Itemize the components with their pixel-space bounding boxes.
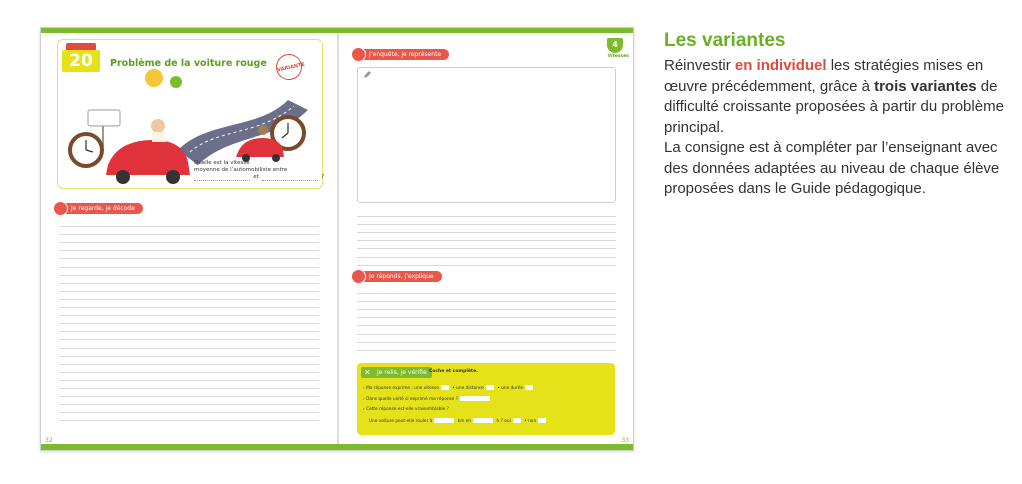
hours-field[interactable] xyxy=(473,418,493,423)
left-page xyxy=(41,33,337,446)
section-je-reponds xyxy=(353,271,442,282)
chapter-chip: 4 xyxy=(607,38,623,53)
speech-icon xyxy=(351,269,366,284)
verification-instruction: Coche et complète. xyxy=(429,369,478,374)
distance-field[interactable] xyxy=(434,418,454,423)
unit-field[interactable] xyxy=(460,396,490,401)
question-mark: ? xyxy=(321,174,324,180)
blank-2[interactable] xyxy=(262,176,318,181)
section-j-enquete-label: J’enquête, je représente xyxy=(369,51,442,58)
check-row-1: › Ma réponse exprime : une vitesse • une distance • une durée xyxy=(363,385,535,392)
variante-stamp: VARIANTE xyxy=(274,52,305,83)
section-je-reponds-label: Je réponds, j’explique xyxy=(369,273,434,280)
section-j-enquete xyxy=(353,49,449,60)
checkbox-vitesse[interactable] xyxy=(441,385,449,390)
check-row-2: › Dans quelle unité si exprimé ma réponse ? xyxy=(363,396,492,403)
page-number-right: 33 xyxy=(621,437,629,444)
check-row-4: Une voiture peut-elle rouler à km en h ? oui • non xyxy=(369,418,548,425)
magnifier-icon xyxy=(351,47,366,62)
explanation-paragraph-1: Réinvestir en individuel les stratégies mises en œuvre précédemment, grâce à trois variantes de difficulté croissante proposées à partir du problème principal. xyxy=(664,57,1004,136)
writing-lines-right-top[interactable] xyxy=(357,209,616,266)
writing-lines-right-bottom[interactable] xyxy=(357,286,616,351)
question-line-2: moyenne de l’automobiliste entre xyxy=(194,167,288,173)
checkbox-oui[interactable] xyxy=(513,418,521,423)
explanation-title: Les variantes xyxy=(664,30,786,51)
problem-number-badge: 20 xyxy=(62,50,100,72)
question-line-1: Quelle est la vitesse xyxy=(194,160,250,166)
illustration-card xyxy=(57,39,323,189)
page-number-left: 32 xyxy=(45,437,53,444)
drawing-area[interactable] xyxy=(357,67,616,203)
check-row-3: › Cette réponse est-elle vraisemblable ? xyxy=(363,407,449,412)
eye-icon xyxy=(53,201,68,216)
checkbox-non[interactable] xyxy=(538,418,546,423)
writing-lines-left[interactable] xyxy=(59,219,319,421)
explanation-paragraph-2: La consigne est à compléter par l’enseignant avec des données adaptées au niveau de chaque élève proposées dans le Guide pédagogique. xyxy=(664,139,1000,197)
right-page xyxy=(339,33,635,446)
verification-box xyxy=(357,363,615,435)
verification-header xyxy=(361,367,432,378)
section-je-regarde xyxy=(55,203,143,214)
pencil-icon xyxy=(363,71,371,79)
verification-header-label: Je relis, je vérifie xyxy=(377,369,427,376)
checkbox-duree[interactable] xyxy=(525,385,533,390)
explanation-panel xyxy=(664,30,1004,200)
blank-1[interactable] xyxy=(194,176,250,181)
cross-icon: ✕ xyxy=(364,368,371,377)
question-line-3 xyxy=(194,174,324,181)
book-spread xyxy=(40,27,634,451)
question-et: et xyxy=(253,174,259,180)
bottom-bar xyxy=(41,444,633,450)
problem-title: Problème de la voiture rouge xyxy=(110,58,267,69)
problem-question xyxy=(194,160,324,181)
checkbox-distance[interactable] xyxy=(486,385,494,390)
section-je-regarde-label: Je regarde, je décode xyxy=(71,205,135,212)
chapter-label: Vitesses xyxy=(607,54,629,59)
